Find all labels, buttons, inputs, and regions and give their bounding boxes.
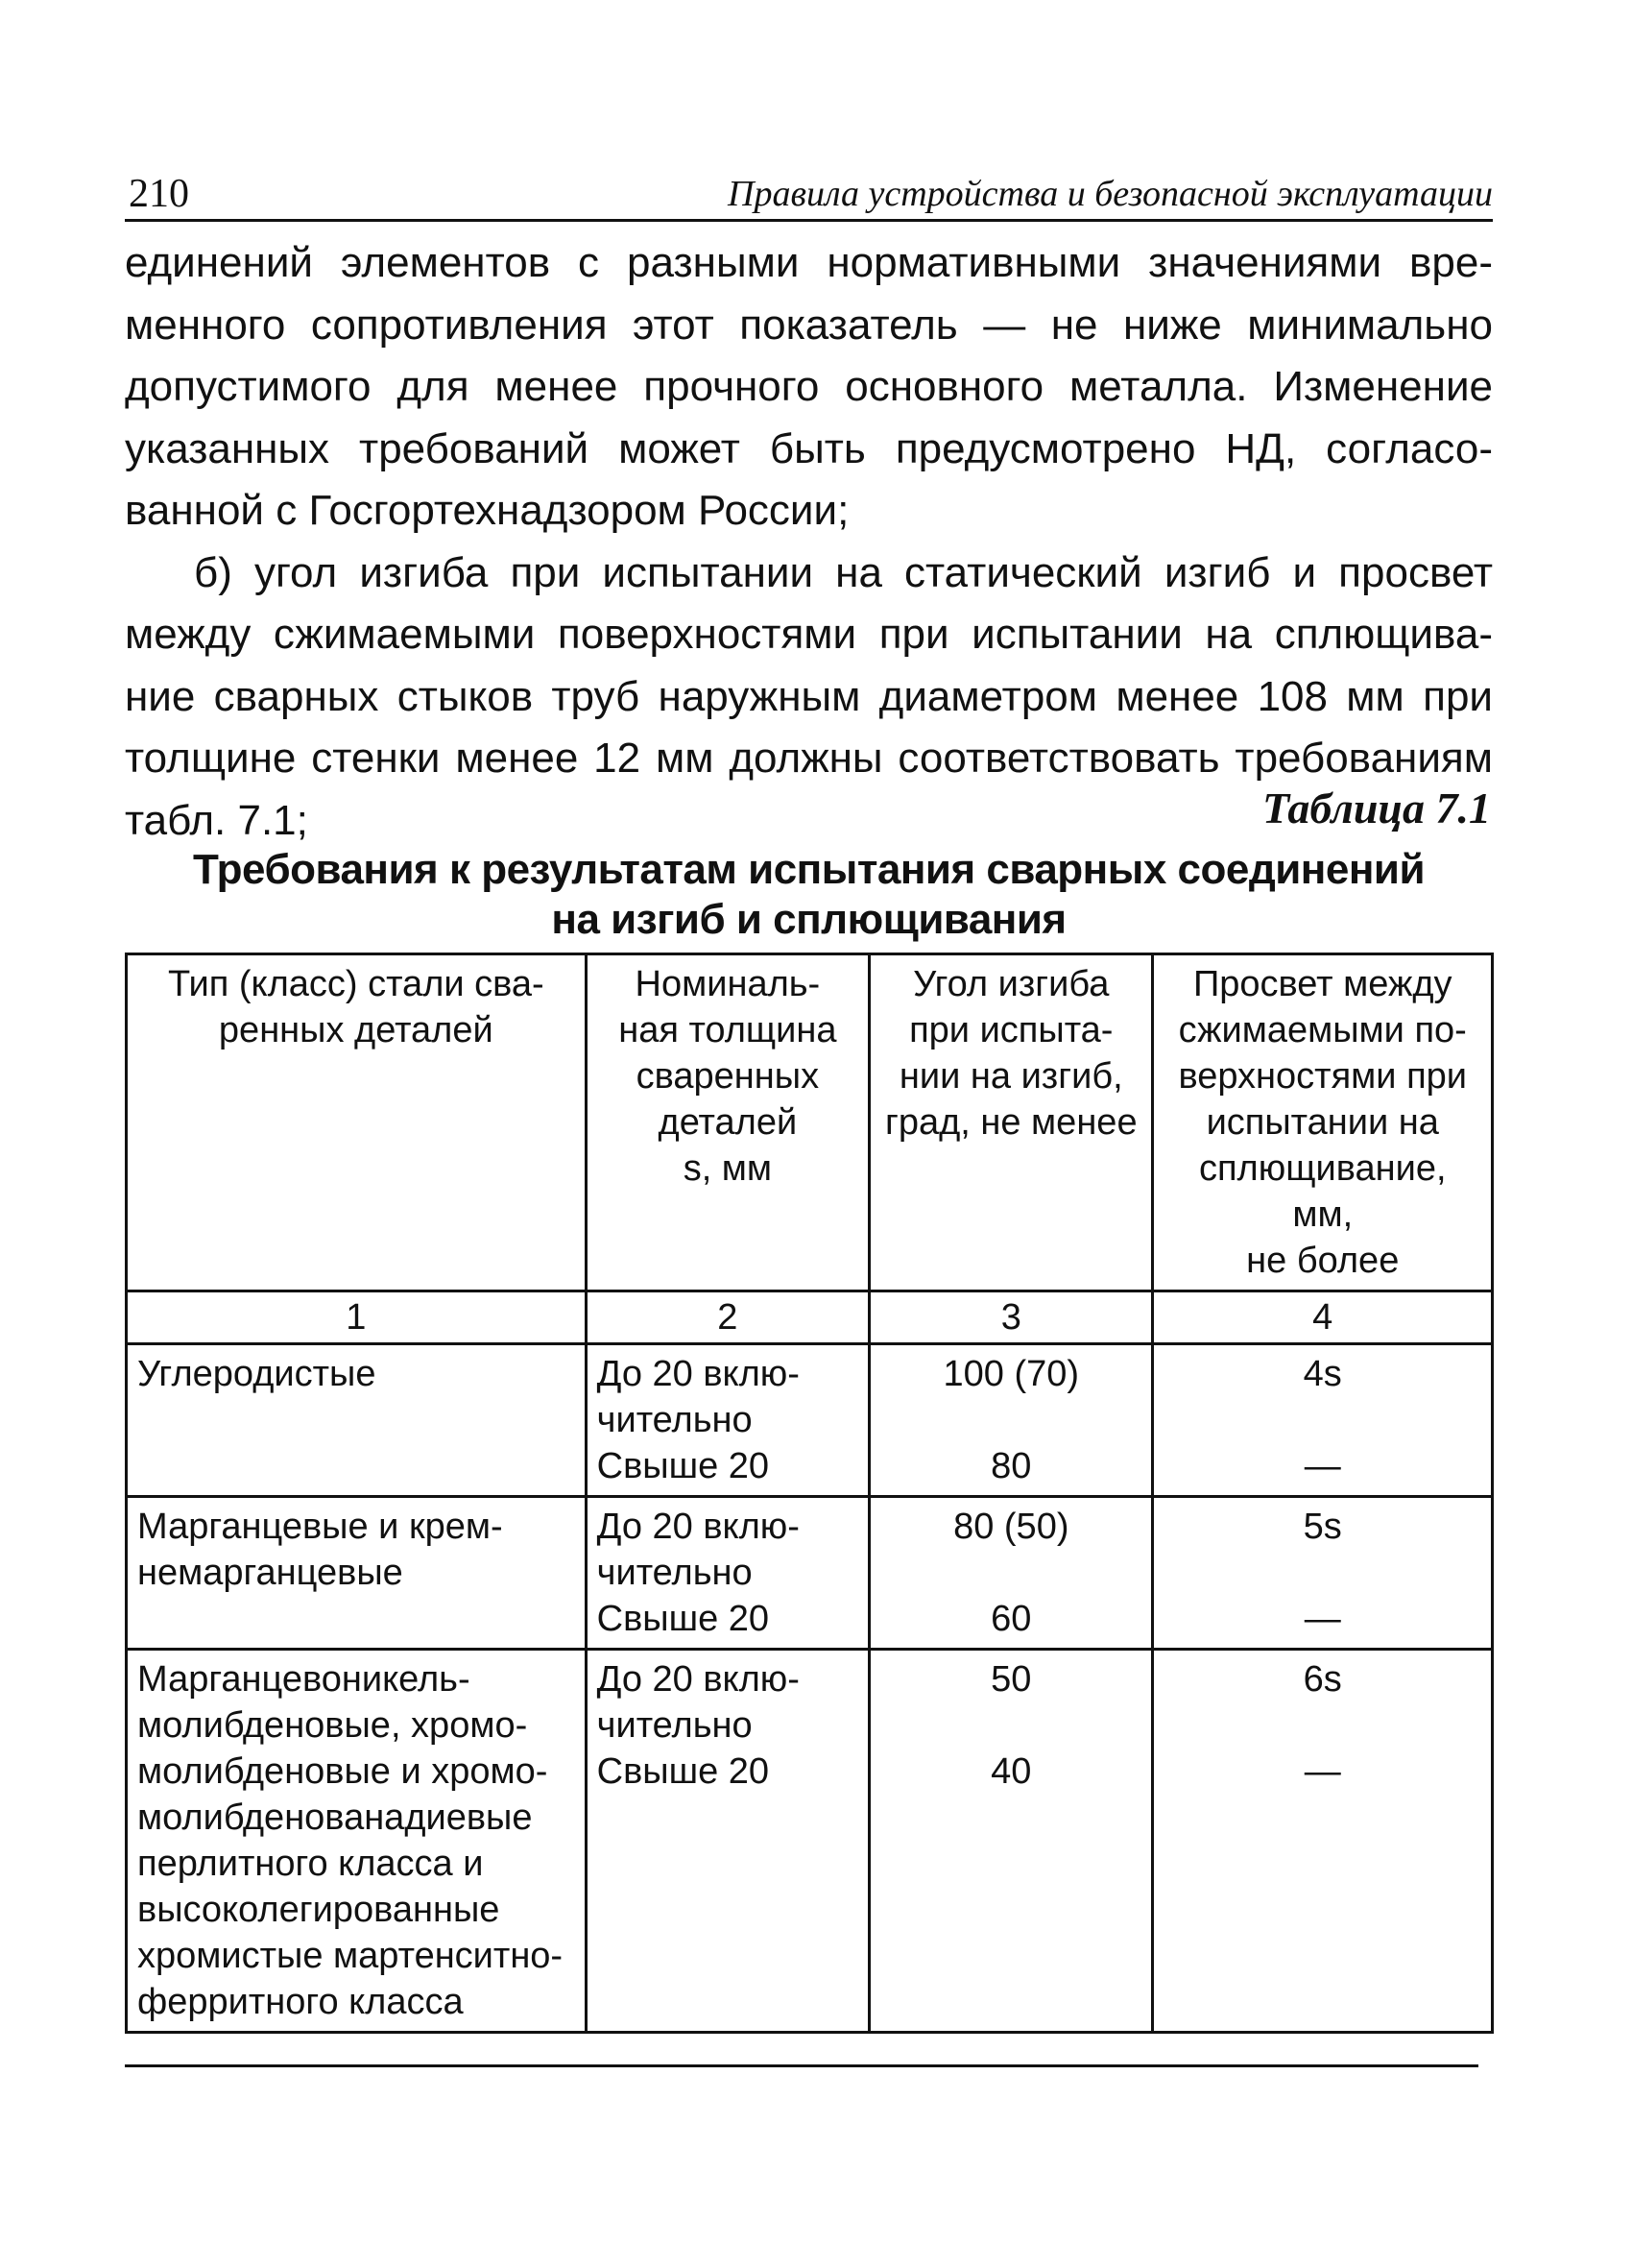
header-bend-angle (870, 954, 1153, 1291)
text-line: допустимого для менее прочного основного металла. Изменение (125, 363, 1493, 410)
text-line: единений элементов с разными нормативными значениями вре- (125, 239, 1493, 286)
cell-line: перлитного класса и (137, 1844, 484, 1884)
column-number: 4 (1153, 1291, 1493, 1344)
table-title-line: Требования к результатам испытания сварных соединений (192, 846, 1426, 893)
header-line: при испыта- (909, 1010, 1114, 1050)
cell-line: До 20 вклю- (596, 1659, 800, 1700)
cell-line: Свыше 20 (596, 1446, 770, 1486)
cell-spacer (1164, 1550, 1481, 1596)
header-line: Просвет между (1192, 964, 1452, 1004)
text-line: табл. 7.1; (125, 796, 308, 844)
column-number-row (127, 1291, 1493, 1344)
cell-line: чительно (596, 1553, 753, 1593)
cell-spacer (880, 1550, 1141, 1596)
table-row (127, 1344, 1493, 1497)
cell-line: — (1304, 1751, 1341, 1792)
header-line: Угол изгиба (913, 964, 1110, 1004)
cell-line: 6s (1303, 1659, 1342, 1700)
text-line: менного сопротивления этот показатель — не ниже минимально (125, 301, 1493, 349)
text-line: б) угол изгиба при испытании на статический изгиб и просвет (194, 548, 1493, 596)
cell-line: 60 (991, 1599, 1032, 1639)
cell-line: 40 (991, 1751, 1032, 1792)
cell-line: 50 (991, 1659, 1032, 1700)
cell-line: молибденованадиевые (137, 1798, 533, 1838)
cell-steel-type (127, 1344, 587, 1497)
cell-line: Углеродистые (137, 1354, 376, 1394)
cell-line: хромистые мартенситно- (137, 1936, 564, 1976)
cell-line: Свыше 20 (596, 1751, 770, 1792)
cell-line: высоколегированные (137, 1890, 500, 1930)
header-line: сваренных (636, 1056, 820, 1097)
header-line: град, не менее (884, 1102, 1138, 1143)
text-line: ванной с Госгортехнадзором России; (125, 487, 850, 534)
cell-line: Марганцевоникель- (137, 1659, 470, 1700)
text-line: указанных требований может быть предусмотрено НД, согласо- (125, 424, 1493, 472)
header-steel-type (127, 954, 587, 1291)
column-number: 3 (870, 1291, 1153, 1344)
cell-line: чительно (596, 1400, 753, 1440)
cell-line: немарганцевые (137, 1553, 403, 1593)
header-line: ная толщина (618, 1010, 837, 1050)
paragraph-1 (125, 232, 1493, 543)
body-text (125, 232, 1493, 852)
header-line: верхностями при (1178, 1056, 1468, 1097)
table-row (127, 1650, 1493, 2033)
footer-rule (125, 2064, 1478, 2067)
cell-line: ферритного класса (137, 1982, 464, 2022)
cell-bend-angle (870, 1650, 1153, 2033)
text-line: ние сварных стыков труб наружным диаметром менее 108 мм при (125, 672, 1493, 720)
header-thickness (586, 954, 869, 1291)
cell-line: 5s (1303, 1507, 1342, 1547)
header-line: испытании на (1206, 1102, 1439, 1143)
cell-flattening-gap (1153, 1497, 1493, 1650)
cell-spacer (1164, 1702, 1481, 1749)
header-line: нии на изгиб, (899, 1056, 1123, 1097)
table-header-row (127, 954, 1493, 1291)
text-line: между сжимаемыми поверхностями при испытании на сплющива- (125, 611, 1493, 658)
column-number: 1 (127, 1291, 587, 1344)
cell-bend-angle (870, 1497, 1153, 1650)
table-label: Таблица 7.1 (1261, 784, 1491, 832)
cell-spacer (880, 1397, 1141, 1443)
cell-thickness (586, 1344, 869, 1497)
page-number: 210 (129, 172, 189, 216)
table-title-line: на изгиб и сплющивания (551, 896, 1067, 943)
table-title (125, 845, 1493, 945)
cell-line: 100 (70) (943, 1354, 1080, 1394)
header-line: Тип (класс) стали сва- (167, 964, 544, 1004)
cell-spacer (1164, 1397, 1481, 1443)
table-row (127, 1497, 1493, 1650)
header-line: ренных деталей (218, 1010, 493, 1050)
header-line: деталей (658, 1102, 798, 1143)
running-title: Правила устройства и безопасной эксплуатации (728, 174, 1493, 214)
cell-flattening-gap (1153, 1344, 1493, 1497)
cell-spacer (880, 1702, 1141, 1749)
column-number: 2 (586, 1291, 869, 1344)
cell-line: До 20 вклю- (596, 1354, 800, 1394)
header-line: Номиналь- (635, 964, 821, 1004)
header-line: s, мм (683, 1148, 773, 1189)
cell-line: чительно (596, 1705, 753, 1746)
cell-steel-type (127, 1497, 587, 1650)
cell-bend-angle (870, 1344, 1153, 1497)
header-line: мм, (1292, 1194, 1354, 1235)
cell-line: Марганцевые и крем- (137, 1507, 503, 1547)
cell-line: 80 (991, 1446, 1032, 1486)
header-line: сжимаемыми по- (1178, 1010, 1467, 1050)
header-flattening-gap (1153, 954, 1493, 1291)
running-header (125, 163, 1493, 222)
cell-line: молибденовые и хромо- (137, 1751, 548, 1792)
cell-line: 80 (50) (953, 1507, 1069, 1547)
cell-thickness (586, 1650, 869, 2033)
header-line: не более (1246, 1241, 1400, 1281)
cell-flattening-gap (1153, 1650, 1493, 2033)
cell-line: Свыше 20 (596, 1599, 770, 1639)
cell-line: 4s (1303, 1354, 1342, 1394)
cell-line: — (1304, 1599, 1341, 1639)
cell-steel-type (127, 1650, 587, 2033)
text-line: толщине стенки менее 12 мм должны соответствовать требованиям (125, 735, 1493, 782)
cell-line: — (1304, 1446, 1341, 1486)
cell-line: молибденовые, хромо- (137, 1705, 528, 1746)
header-line: сплющивание, (1198, 1148, 1447, 1189)
cell-thickness (586, 1497, 869, 1650)
cell-line: До 20 вклю- (596, 1507, 800, 1547)
requirements-table (125, 953, 1494, 2034)
